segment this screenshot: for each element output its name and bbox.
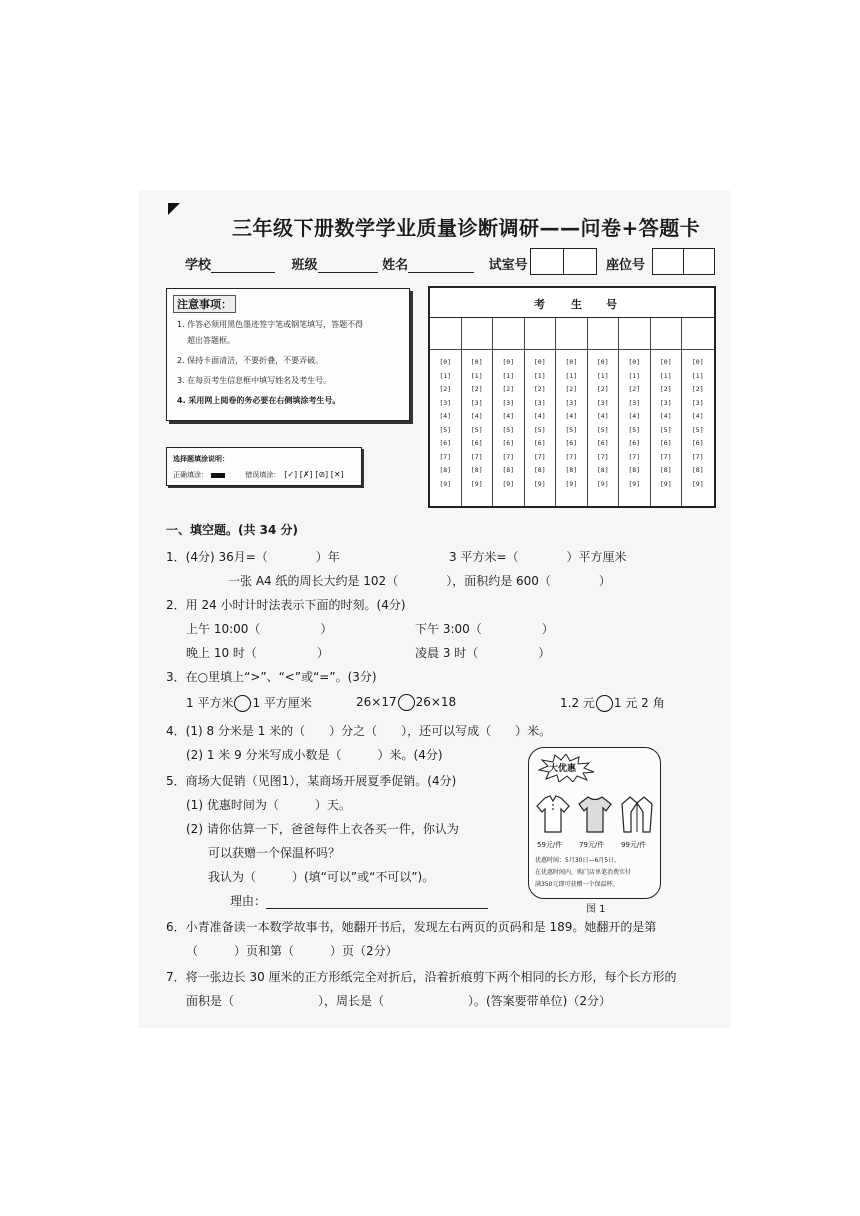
fill-guide-title: 选择题填涂说明： — [173, 455, 229, 463]
name-label: 姓名 — [382, 258, 409, 273]
question-3b — [356, 694, 456, 711]
compare-right: 1 平方厘米 — [252, 696, 312, 710]
digit-bubble[interactable]: [9] — [565, 479, 578, 488]
digit-bubble[interactable]: [7] — [628, 452, 641, 461]
question-2b: 下午 3:00（ ） — [415, 622, 554, 636]
digit-bubble[interactable]: [0] — [628, 358, 641, 366]
digit-bubble[interactable]: [7] — [565, 452, 578, 461]
digit-bubble[interactable]: [6] — [659, 439, 672, 447]
digit-bubble[interactable]: [7] — [596, 452, 609, 461]
digit-bubble[interactable]: [5] — [502, 425, 515, 434]
wrong-marks-icon: [✓] [✗] [⊘] [✕] — [284, 470, 344, 479]
digit-bubble[interactable]: [9] — [628, 479, 641, 488]
question-2c: 晚上 10 时（ ） — [186, 646, 329, 660]
notice-item: 4. 采用网上阅卷的务必要在右侧填涂考生号。 — [177, 396, 341, 405]
figure-caption: 图 1 — [586, 904, 606, 915]
digit-bubble[interactable]: [1] — [533, 371, 546, 380]
compare-right: 26×18 — [415, 695, 457, 709]
reason-line[interactable] — [266, 897, 488, 909]
grid-title-char: 号 — [606, 298, 617, 311]
seat-label: 座位号 — [606, 258, 646, 273]
digit-bubble[interactable]: [0] — [533, 358, 546, 366]
digit-bubble[interactable]: [0] — [439, 358, 452, 366]
promo-badge: 大优惠 — [549, 764, 577, 774]
correct-mark-icon — [211, 473, 225, 478]
question-1c: 一张 A4 纸的周长大约是 102（ ），面积约是 600（ ） — [228, 574, 611, 588]
notice-box — [166, 288, 410, 421]
digit-bubble[interactable]: [8] — [659, 466, 672, 474]
digit-bubble[interactable]: [3] — [439, 398, 452, 407]
digit-write-cell[interactable] — [493, 318, 524, 350]
digit-bubble[interactable]: [6] — [691, 439, 704, 447]
question-6a: 6．小青准备读一本数学故事书，她翻开书后，发现左右两页的页码和是 189。她翻开的是第 — [166, 920, 657, 934]
digit-bubble[interactable]: [3] — [628, 398, 641, 407]
digit-bubble[interactable]: [7] — [470, 452, 483, 461]
question-2d: 凌晨 3 时（ ） — [415, 646, 551, 660]
digit-bubble[interactable]: [0] — [565, 358, 578, 366]
digit-bubble[interactable]: [9] — [439, 479, 452, 488]
class-label: 班级 — [291, 258, 318, 273]
promo-note: 优惠时间：5月30日—6月5日， — [535, 857, 621, 864]
digit-bubble[interactable]: [1] — [659, 371, 672, 380]
jacket-icon — [619, 794, 655, 836]
digit-bubble[interactable]: [9] — [596, 479, 609, 488]
question-2a: 上午 10:00（ ） — [186, 622, 333, 636]
promo-note: 在优惠时间内，购门店单笔消费实付 — [535, 869, 632, 876]
digit-bubble[interactable]: [9] — [659, 479, 672, 488]
digit-bubble[interactable]: [4] — [691, 412, 704, 420]
price-label: 99元/件 — [621, 841, 647, 849]
question-4a: 4．(1) 8 分米是 1 米的（ ）分之（ ），还可以写成（ ）米。 — [166, 724, 552, 738]
digit-bubble[interactable]: [3] — [596, 398, 609, 407]
digit-bubble[interactable]: [8] — [691, 466, 704, 474]
compare-circle[interactable] — [596, 695, 613, 712]
question-5: 5．商场大促销（见图1），某商场开展夏季促销。(4分) — [166, 774, 457, 788]
tshirt-icon — [577, 794, 613, 836]
digit-bubble[interactable]: [9] — [470, 479, 483, 488]
digit-bubble[interactable]: [9] — [533, 479, 546, 488]
digit-bubble[interactable]: [0] — [502, 358, 515, 366]
digit-bubble[interactable]: [0] — [596, 358, 609, 366]
question-3c — [560, 694, 665, 712]
exam-number-column — [462, 318, 494, 506]
digit-bubble[interactable]: [5] — [628, 425, 641, 434]
grid-header — [430, 288, 714, 318]
digit-bubble[interactable]: [6] — [628, 439, 641, 447]
price-label: 59元/件 — [537, 841, 563, 849]
digit-bubble[interactable]: [2] — [565, 385, 578, 393]
digit-write-cell[interactable] — [556, 318, 587, 350]
digit-bubble[interactable]: [8] — [565, 466, 578, 474]
question-7b: 面积是（ ），周长是（ ）。(答案要带单位)（2分） — [186, 994, 612, 1008]
question-5e — [230, 892, 488, 909]
digit-bubble[interactable]: [4] — [439, 412, 452, 420]
class-field[interactable] — [318, 259, 378, 273]
digit-bubble[interactable]: [2] — [502, 385, 515, 393]
notice-item: 2. 保持卡面清洁，不要折叠，不要弄破。 — [177, 356, 324, 365]
digit-bubble[interactable]: [3] — [659, 398, 672, 407]
exam-number-column — [619, 318, 651, 506]
digit-bubble[interactable]: [2] — [691, 385, 704, 393]
digit-bubble[interactable]: [1] — [628, 371, 641, 380]
fill-guide-box — [166, 447, 362, 486]
digit-bubble[interactable]: [2] — [470, 385, 483, 393]
digit-bubble[interactable]: [6] — [565, 439, 578, 447]
section-heading: 一、填空题。(共 34 分) — [166, 523, 299, 537]
digit-bubble[interactable]: [3] — [565, 398, 578, 407]
digit-bubble[interactable]: [4] — [596, 412, 609, 420]
digit-bubble[interactable]: [9] — [691, 479, 704, 488]
digit-bubble[interactable]: [3] — [502, 398, 515, 407]
seat-box-2[interactable] — [683, 248, 715, 275]
question-3: 3．在○里填上“>”、“<”或“=”。(3分) — [166, 670, 377, 684]
seat-box-1[interactable] — [652, 248, 684, 275]
digit-bubble[interactable]: [8] — [502, 466, 515, 474]
price-label: 79元/件 — [579, 841, 605, 849]
compare-left: 26×17 — [356, 695, 397, 709]
compare-right: 1 元 2 角 — [613, 696, 665, 710]
digit-bubble[interactable]: [0] — [470, 358, 483, 366]
digit-bubble[interactable]: [6] — [470, 439, 483, 447]
exam-number-column — [493, 318, 525, 506]
digit-write-cell[interactable] — [651, 318, 682, 350]
digit-bubble[interactable]: [5] — [691, 425, 704, 434]
question-5a: (1) 优惠时间为（ ）天。 — [186, 798, 351, 812]
exam-number-column — [430, 318, 462, 506]
digit-bubble[interactable]: [9] — [502, 479, 515, 488]
digit-bubble[interactable]: [8] — [439, 466, 452, 474]
reason-label: 理由： — [230, 894, 267, 908]
digit-bubble[interactable]: [4] — [533, 412, 546, 420]
exam-number-column — [651, 318, 683, 506]
notice-item: 1. 作答必须用黑色墨迹签字笔或钢笔填写，答题不得 — [177, 320, 364, 329]
polo-shirt-icon — [535, 794, 571, 836]
question-6b: （ ）页和第（ ）页（2分） — [186, 944, 398, 958]
notice-item: 超出答题框。 — [187, 336, 235, 345]
grid-title-char: 考 — [534, 298, 545, 311]
digit-bubble[interactable]: [5] — [533, 425, 546, 434]
digit-bubble[interactable]: [8] — [533, 466, 546, 474]
exam-number-column — [682, 318, 714, 506]
digit-bubble[interactable]: [8] — [596, 466, 609, 474]
school-field[interactable] — [211, 259, 275, 273]
name-field[interactable] — [408, 259, 474, 273]
correct-label: 正确填涂： — [173, 471, 208, 479]
digit-write-cell[interactable] — [430, 318, 461, 350]
info-row — [185, 254, 528, 273]
promo-figure — [528, 747, 661, 899]
digit-write-cell[interactable] — [525, 318, 556, 350]
digit-bubble[interactable]: [4] — [470, 412, 483, 420]
question-1a: 1．(4分) 36月=（ ）年 — [166, 550, 340, 564]
wrong-label: 错误填涂： — [245, 471, 281, 479]
exam-number-column — [525, 318, 557, 506]
question-4b: (2) 1 米 9 分米写成小数是（ ）米。(4分) — [186, 748, 443, 762]
digit-bubble[interactable]: [2] — [533, 385, 546, 393]
digit-bubble[interactable]: [5] — [596, 425, 609, 434]
notice-title: 注意事项： — [173, 295, 236, 313]
room-label: 试室号 — [488, 258, 528, 273]
digit-bubble[interactable]: [1] — [470, 371, 483, 380]
compare-circle[interactable] — [234, 695, 251, 712]
digit-bubble[interactable]: [2] — [439, 385, 452, 393]
digit-bubble[interactable]: [6] — [439, 439, 452, 447]
digit-bubble[interactable]: [3] — [470, 398, 483, 407]
digit-bubble[interactable]: [3] — [533, 398, 546, 407]
digit-bubble[interactable]: [1] — [565, 371, 578, 380]
digit-write-cell[interactable] — [462, 318, 493, 350]
fill-guide-row — [173, 470, 344, 480]
page-title: 三年级下册数学学业质量诊断调研——问卷+答题卡 — [232, 216, 701, 240]
digit-write-cell[interactable] — [682, 318, 714, 350]
question-5d: 我认为（ ）(填“可以”或“不可以”)。 — [208, 870, 435, 884]
question-1b: 3 平方米=（ ）平方厘米 — [449, 550, 627, 564]
corner-mark — [168, 203, 180, 215]
digit-bubble[interactable]: [2] — [628, 385, 641, 393]
digit-bubble[interactable]: [7] — [659, 452, 672, 461]
digit-bubble[interactable]: [4] — [628, 412, 641, 420]
digit-bubble[interactable]: [1] — [439, 371, 452, 380]
digit-bubble[interactable]: [8] — [628, 466, 641, 474]
digit-bubble[interactable]: [2] — [596, 385, 609, 393]
digit-bubble[interactable]: [8] — [470, 466, 483, 474]
compare-left: 1 平方米 — [186, 696, 234, 710]
digit-bubble[interactable]: [5] — [439, 425, 452, 434]
digit-bubble[interactable]: [7] — [439, 452, 452, 461]
compare-circle[interactable] — [398, 694, 415, 711]
digit-bubble[interactable]: [4] — [502, 412, 515, 420]
digit-bubble[interactable]: [6] — [533, 439, 546, 447]
digit-bubble[interactable]: [3] — [691, 398, 704, 407]
exam-number-grid — [428, 286, 716, 508]
school-label: 学校 — [185, 258, 212, 273]
room-box-1[interactable] — [530, 248, 564, 275]
digit-write-cell[interactable] — [588, 318, 619, 350]
notice-item: 3. 在每页考生信息框中填写姓名及考生号。 — [177, 376, 332, 385]
digit-bubble[interactable]: [7] — [691, 452, 704, 461]
question-5b: (2) 请你估算一下，爸爸每件上衣各买一件，你认为 — [186, 822, 459, 836]
digit-bubble[interactable]: [5] — [565, 425, 578, 434]
digit-bubble[interactable]: [6] — [596, 439, 609, 447]
digit-bubble[interactable]: [1] — [691, 371, 704, 380]
room-box-2[interactable] — [563, 248, 597, 275]
question-7a: 7．将一张边长 30 厘米的正方形纸完全对折后，沿着折痕剪下两个相同的长方形，每个长方形的 — [166, 970, 677, 984]
question-3a — [186, 694, 312, 712]
digit-bubble[interactable]: [4] — [659, 412, 672, 420]
grid-title-char: 生 — [571, 298, 582, 311]
digit-bubble[interactable]: [2] — [659, 385, 672, 393]
digit-bubble[interactable]: [1] — [502, 371, 515, 380]
exam-number-column — [588, 318, 620, 506]
compare-left: 1.2 元 — [560, 696, 595, 710]
digit-bubble[interactable]: [7] — [502, 452, 515, 461]
digit-bubble[interactable]: [5] — [659, 425, 672, 434]
digit-bubble[interactable]: [1] — [596, 371, 609, 380]
digit-bubble[interactable]: [6] — [502, 439, 515, 447]
digit-bubble[interactable]: [7] — [533, 452, 546, 461]
question-5c: 可以获赠一个保温杯吗？ — [208, 846, 341, 860]
digit-bubble[interactable]: [0] — [659, 358, 672, 366]
digit-write-cell[interactable] — [619, 318, 650, 350]
digit-bubble[interactable]: [0] — [691, 358, 704, 366]
digit-bubble[interactable]: [5] — [470, 425, 483, 434]
digit-bubble[interactable]: [4] — [565, 412, 578, 420]
exam-number-column — [556, 318, 588, 506]
promo-note: 满350元即可获赠一个保温杯。 — [535, 881, 619, 888]
question-2: 2．用 24 小时计时法表示下面的时刻。(4分) — [166, 598, 406, 612]
